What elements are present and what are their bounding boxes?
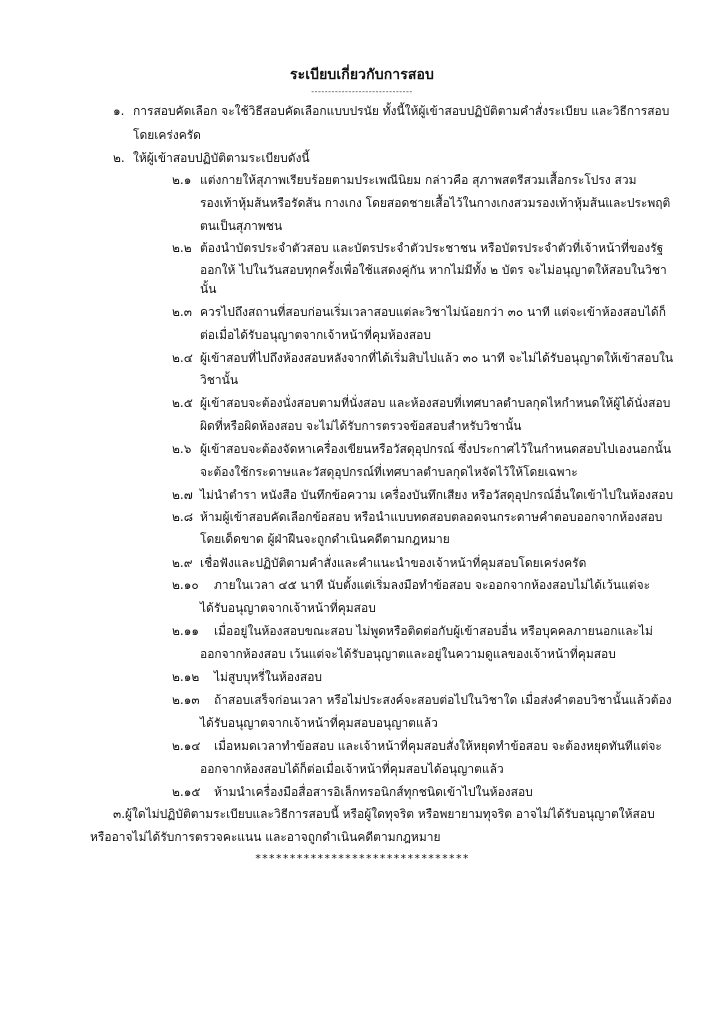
subitem-line: โดยเด็ดขาด ผู้ฝ่าฝืนจะถูกดำเนินคดีตามกฎหมาย <box>200 532 450 546</box>
subitem-line: ออกให้ ไปในวันสอบทุกครั้งเพื่อใช้แสดงคู่กัน หากไม่มีทั้ง ๒ บัตร จะไม่อนุญาตให้สอบในวิชา <box>200 263 667 277</box>
subitem-number: ๒.๓ <box>172 305 192 319</box>
subitem-line: ออกจากห้องสอบได้ก็ต่อเมื่อเจ้าหน้าที่คุมสอบได้อนุญาตแล้ว <box>200 762 504 776</box>
item2-line1: ให้ผู้เข้าสอบปฏิบัติตามระเบียบดังนี้ <box>133 151 310 165</box>
subitem-line: แต่งกายให้สุภาพเรียบร้อยตามประเพณีนิยม กล่าวคือ สุภาพสตรีสวมเสื้อกระโปรง สวม <box>200 173 637 187</box>
subitem-number: ๒.๑๕ <box>172 785 201 799</box>
item1-number: ๑. <box>113 104 125 118</box>
subitem-line: เมื่ออยู่ในห้องสอบขณะสอบ ไม่พูดหรือติดต่อกับผู้เข้าสอบอื่น หรือบุคคลภายนอกและไม่ <box>214 624 653 638</box>
subitem-number: ๒.๑๔ <box>172 739 201 753</box>
subitem-line: จะต้องใช้กระดาษและวัสดุอุปกรณ์ที่เทศบาลตำบลกุดไหจัดไว้ให้โดยเฉพาะ <box>200 465 578 479</box>
item2-number: ๒. <box>113 151 125 165</box>
subitem-line: รองเท้าหุ้มส้นหรือรัดส้น กางเกง โดยสอดชายเสื้อไว้ในกางเกงสวมรองเท้าหุ้มส้นและประพฤติ <box>200 196 671 210</box>
subitem-line: ไม่สูบบุหรี่ในห้องสอบ <box>214 670 323 684</box>
subitem-number: ๒.๗ <box>172 488 193 502</box>
subitem-line: ควรไปถึงสถานที่สอบก่อนเริ่มเวลาสอบแต่ละวิชาไม่น้อยกว่า ๓๐ นาที แต่จะเข้าห้องสอบได้ก็ <box>200 305 666 319</box>
subitem-line: ถ้าสอบเสร็จก่อนเวลา หรือไม่ประสงค์จะสอบต่อไปในวิชาใด เมื่อส่งคำตอบวิชานั้นแล้วต้อง <box>214 693 672 707</box>
document-title: ระเบียบเกี่ยวกับการสอบ <box>290 67 434 83</box>
subitem-line: ผิดที่หรือผิดห้องสอบ จะไม่ได้รับการตรวจข้อสอบสำหรับวิชานั้น <box>200 419 522 433</box>
subitem-line: ต่อเมื่อได้รับอนุญาตจากเจ้าหน้าที่คุมห้องสอบ <box>200 328 432 342</box>
subitem-line: ต้องนำบัตรประจำตัวสอบ และบัตรประจำตัวประชาชน หรือบัตรประจำตัวที่เจ้าหน้าที่ของรัฐ <box>200 241 664 255</box>
item1-line1: การสอบคัดเลือก จะใช้วิธีสอบคัดเลือกแบบปรนัย ทั้งนี้ให้ผู้เข้าสอบปฏิบัติตามคำสั่งระเบียบ และวิธีการสอบ <box>133 104 670 118</box>
subitem-line: เมื่อหมดเวลาทำข้อสอบ และเจ้าหน้าที่คุมสอบสั่งให้หยุดทำข้อสอบ จะต้องหยุดทันทีแต่จะ <box>214 739 662 753</box>
subitem-number: ๒.๑๑ <box>172 624 199 638</box>
subitem-line: ห้ามนำเครื่องมือสื่อสารอิเล็กทรอนิกส์ทุกชนิดเข้าไปในห้องสอบ <box>214 785 533 799</box>
item3-line1: ๓.ผู้ใดไม่ปฏิบัติตามระเบียบและวิธีการสอบนี้ หรือผู้ใดทุจริต หรือพยายามทุจริต อาจไม่ได้รับอนุญาตให้สอบ <box>113 807 655 821</box>
subitem-line: ออกจากห้องสอบ เว้นแต่จะได้รับอนุญาตและอยู่ในความดูแลของเจ้าหน้าที่คุมสอบ <box>200 647 616 661</box>
subitem-number: ๒.๕ <box>172 396 193 410</box>
subitem-number: ๒.๑ <box>172 173 192 187</box>
subitem-number: ๒.๒ <box>172 241 192 255</box>
title-underline: ------------------------------ <box>311 87 413 96</box>
subitem-number: ๒.๑๒ <box>172 670 200 684</box>
item1-line2: โดยเคร่งครัด <box>133 128 201 142</box>
subitem-number: ๒.๑๓ <box>172 693 200 707</box>
subitem-line: ห้ามผู้เข้าสอบคัดเลือกข้อสอบ หรือนำแบบทดสอบตลอดจนกระดาษคำตอบออกจากห้องสอบ <box>200 510 663 524</box>
subitem-number: ๒.๔ <box>172 351 193 365</box>
subitem-line: เชื่อฟังและปฏิบัติตามคำสั่งและคำแนะนำของเจ้าหน้าที่คุมสอบโดยเคร่งครัด <box>200 556 587 570</box>
footer-stars-divider: ******************************* <box>254 852 470 865</box>
subitem-line: ผู้เข้าสอบที่ไปถึงห้องสอบหลังจากที่ได้เริ่มสิบไปแล้ว ๓๐ นาที จะไม่ได้รับอนุญาตให้เข้าสอบใน <box>200 351 674 365</box>
subitem-line: ผู้เข้าสอบจะต้องนั่งสอบตามที่นั่งสอบ และห้องสอบที่เทศบาลตำบลกุดไหกำหนดให้ผู้ได้นั่งสอบ <box>200 396 671 410</box>
subitem-line: ได้รับอนุญาตจากเจ้าหน้าที่คุมสอบ <box>200 601 376 615</box>
subitem-number: ๒.๙ <box>172 556 193 570</box>
subitem-line: วิชานั้น <box>200 373 239 387</box>
subitem-line: ได้รับอนุญาตจากเจ้าหน้าที่คุมสอบอนุญาตแล้ว <box>200 716 438 730</box>
subitem-line: นั้น <box>200 282 217 296</box>
subitem-line: ตนเป็นสุภาพชน <box>200 219 283 233</box>
subitem-line: ผู้เข้าสอบจะต้องจัดหาเครื่องเขียนหรือวัสดุอุปกรณ์ ซึ่งประกาศไว้ในกำหนดสอบไปเองนอกนั้น <box>200 442 672 456</box>
subitem-number: ๒.๖ <box>172 442 192 456</box>
item3-line2: หรืออาจไม่ได้รับการตรวจคะแนน และอาจถูกดำเนินคดีตามกฎหมาย <box>90 830 441 844</box>
subitem-number: ๒.๘ <box>172 510 193 524</box>
subitem-number: ๒.๑๐ <box>172 578 199 592</box>
subitem-line: ภายในเวลา ๔๕ นาที นับตั้งแต่เริ่มลงมือทำข้อสอบ จะออกจากห้องสอบไม่ได้เว้นแต่จะ <box>214 578 651 592</box>
subitem-line: ไม่นำตำรา หนังสือ บันทึกข้อความ เครื่องบันทึกเสียง หรือวัสดุอุปกรณ์อื่นใดเข้าไปในห้องสอบ <box>200 488 674 502</box>
